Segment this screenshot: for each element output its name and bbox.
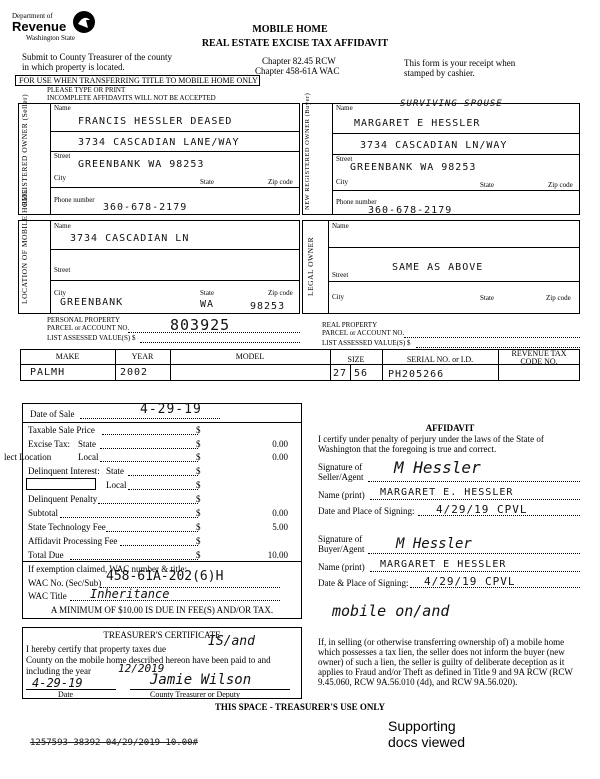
- delinquent-penalty-label: Delinquent Penalty: [28, 494, 98, 504]
- legal-zip-label: Zip code: [546, 294, 571, 302]
- dollar-sign: $: [196, 466, 201, 476]
- seller-city-label: City: [54, 174, 67, 182]
- local-tax-value[interactable]: 0.00: [272, 452, 288, 462]
- date-of-sale-label: Date of Sale: [30, 409, 75, 419]
- total-due-value[interactable]: 10.00: [267, 550, 288, 560]
- use-when-box: FOR USE WHEN TRANSFERRING TITLE TO MOBILE HOME ONLY: [15, 75, 260, 86]
- wac-title-label: WAC Title: [28, 591, 67, 601]
- treasurer-date-label: Date: [58, 690, 74, 699]
- col-make: MAKE: [55, 352, 80, 361]
- form-title1: MOBILE HOME: [252, 24, 328, 35]
- seller-section-label: REGISTERED OWNER (Seller): [20, 93, 29, 206]
- dollar-sign: $: [196, 494, 201, 504]
- legal-street[interactable]: SAME AS ABOVE: [392, 262, 484, 273]
- taxable-price-label: Taxable Sale Price: [28, 425, 95, 435]
- seller-street[interactable]: 3734 CASCADIAN LANE/WAY: [78, 137, 240, 148]
- logo-line2: Revenue: [12, 19, 67, 34]
- date-of-sale[interactable]: 4-29-19: [140, 402, 202, 417]
- incomplete-note: INCOMPLETE AFFIDAVITS WILL NOT BE ACCEPTED: [47, 94, 216, 102]
- buyer-section-label: NEW REGISTERED OWNER (Buyer): [304, 92, 311, 210]
- seller-signature[interactable]: M Hessler: [394, 458, 481, 477]
- seller-city[interactable]: GREENBANK WA 98253: [78, 159, 205, 170]
- parcel-value[interactable]: 803925: [170, 316, 231, 334]
- seller-zip-label: Zip code: [268, 178, 293, 186]
- buyer-date-label: Date & Place of Signing:: [318, 578, 409, 588]
- buyer-phone[interactable]: 360-678-2179: [368, 205, 453, 216]
- treasurer-line3: including the year: [26, 666, 91, 676]
- seller-phone-label: Phone number: [54, 196, 95, 204]
- seller-name-print-label: Name (print): [318, 490, 365, 500]
- location-name-label: Name: [54, 222, 71, 230]
- submit-note: Submit to County Treasurer of the county in which property is located.: [22, 52, 172, 72]
- seller-state-label: State: [200, 178, 214, 186]
- tech-fee-value[interactable]: 5.00: [272, 522, 288, 532]
- legal-name-label: Name: [332, 222, 349, 230]
- affidavit-fee-label: Affidavit Processing Fee: [28, 536, 118, 546]
- vehicle-make[interactable]: PALMH: [30, 367, 66, 378]
- buyer-name[interactable]: MARGARET E HESSLER: [354, 118, 481, 129]
- form-title2: REAL ESTATE EXCISE TAX AFFIDAVIT: [201, 38, 389, 49]
- location-code-box[interactable]: [26, 478, 96, 490]
- location-name[interactable]: 3734 CASCADIAN LN: [70, 233, 190, 244]
- tech-fee-label: State Technology Fee: [28, 522, 106, 532]
- subtotal-label: Subtotal: [28, 508, 59, 518]
- personal-property-label: PERSONAL PROPERTY: [47, 316, 121, 324]
- treasurer-county[interactable]: IS/and: [208, 634, 255, 649]
- seller-sig-label1: Signature of: [318, 462, 363, 472]
- exemption-label: If exemption claimed, WAC number & title:: [28, 564, 188, 574]
- legal-owner-section-label: LEGAL OWNER: [306, 236, 315, 296]
- seller-street-label: Street: [54, 152, 71, 160]
- wac-title[interactable]: Inheritance: [90, 587, 170, 601]
- location-street-label: Street: [54, 266, 71, 274]
- dollar-sign: $: [196, 536, 201, 546]
- buyer-sig-label1: Signature of: [318, 534, 363, 544]
- please-type: PLEASE TYPE OR PRINT: [47, 86, 126, 94]
- col-year: YEAR: [131, 352, 154, 361]
- dor-logo: [12, 10, 102, 50]
- receipt-note: This form is your receipt when stamped by cashier.: [404, 58, 516, 78]
- buyer-sig-label2: Buyer/Agent: [318, 544, 365, 554]
- col-size: SIZE: [347, 355, 365, 364]
- vehicle-year[interactable]: 2002: [120, 367, 149, 378]
- seller-sig-label2: Seller/Agent: [318, 472, 364, 482]
- dollar-sign: $: [196, 550, 201, 560]
- legal-city-label: City: [332, 293, 345, 301]
- total-due-label: Total Due: [28, 550, 64, 560]
- chapter-rcw: Chapter 82.45 RCW: [262, 56, 336, 66]
- dollar-sign: $: [196, 508, 201, 518]
- legal-state-label: State: [480, 294, 494, 302]
- treasurer-signature[interactable]: Jamie Wilson: [150, 672, 252, 688]
- location-city[interactable]: GREENBANK: [60, 297, 124, 308]
- vehicle-size-b[interactable]: 56: [354, 368, 369, 379]
- buyer-city[interactable]: GREENBANK WA 98253: [350, 162, 477, 173]
- buyer-street[interactable]: 3734 CASCADIAN LN/WAY: [360, 140, 508, 151]
- treasurer-use-only: THIS SPACE - TREASURER'S USE ONLY: [214, 702, 386, 712]
- supporting-stamp: Supporting: [388, 718, 456, 734]
- buyer-name-label: Name: [336, 104, 353, 112]
- affidavit-title: AFFIDAVIT: [425, 423, 475, 433]
- vehicle-serial[interactable]: PH205266: [388, 369, 445, 380]
- real-assessed-label: LIST ASSESSED VALUE(S) $: [322, 339, 411, 347]
- location-section-label: LOCATION OF MOBILE HOME: [20, 188, 29, 304]
- wac-no-label: WAC No. (Sec/Sub): [28, 578, 102, 588]
- receipt-stamp: 1257593 38392 04/29/2019 10.00#: [30, 738, 198, 748]
- treasurer-year[interactable]: 12/2019: [118, 662, 165, 675]
- buyer-city-label: City: [336, 178, 349, 186]
- affidavit-statement: I certify under penalty of perjury under the laws of the State of Washington that the foregoing is true and correct.: [318, 434, 544, 454]
- delinquent-interest-label: Delinquent Interest:: [28, 466, 100, 476]
- location-city-label: City: [54, 289, 67, 297]
- location-zip-label: Zip code: [268, 289, 293, 297]
- seller-name[interactable]: FRANCIS HESSLER DEASED: [78, 116, 233, 127]
- penalty-text: If, in selling (or otherwise transferring ownership of) a mobile home which possesses a tax lien, the seller does not inform the buyer (new owner) of such a lien, the seller is guilty of deliberate deception as it applies to Fraud and/or Theft as defined in Title 9 and 9A RCW (RCW 9.45.060, RCW 9A.56.010 (4d), and RCW 9A.56.020).: [318, 637, 573, 687]
- dollar-sign: $: [196, 522, 201, 532]
- real-property-label: REAL PROPERTY: [322, 321, 378, 329]
- buyer-name-print-label: Name (print): [318, 562, 365, 572]
- dor-logo-icon: [72, 10, 96, 34]
- dollar-sign: $: [196, 439, 201, 449]
- assessed-label: LIST ASSESSED VALUE(S) $: [47, 334, 136, 342]
- buyer-name-print[interactable]: MARGARET E HESSLER: [380, 559, 507, 570]
- subtotal-value[interactable]: 0.00: [272, 508, 288, 518]
- delinquent-state-label: State: [106, 466, 124, 476]
- parcel-label: PARCEL or ACCOUNT NO.: [47, 324, 130, 332]
- buyer-date[interactable]: 4/29/19 CPVL: [424, 575, 516, 588]
- location-state[interactable]: WA: [200, 299, 215, 310]
- seller-date-label: Date and Place of Signing:: [318, 506, 415, 516]
- seller-name-print[interactable]: MARGARET E. HESSLER: [380, 487, 514, 498]
- wac-no[interactable]: 458-61A-202(6)H: [106, 569, 224, 584]
- treasurer-line2: County on the mobile home described hereon have been paid to and: [26, 655, 271, 665]
- chapter-wac: Chapter 458-61A WAC: [255, 66, 340, 76]
- real-parcel-label: PARCEL or ACCOUNT NO.: [322, 329, 405, 337]
- excise-tax-label: Excise Tax:: [28, 439, 70, 449]
- seller-date[interactable]: 4/29/19 CPVL: [436, 503, 528, 516]
- local-tax-label: Local: [78, 452, 99, 462]
- dollar-sign: $: [196, 425, 201, 435]
- treasurer-title: TREASURER'S CERTIFICATE: [103, 630, 221, 640]
- col-serial: SERIAL NO. or I.D.: [406, 355, 474, 364]
- col-tax-code: REVENUE TAX CODE NO.: [511, 349, 567, 366]
- state-tax-value[interactable]: 0.00: [272, 439, 288, 449]
- location-zip[interactable]: 98253: [250, 301, 286, 312]
- seller-phone[interactable]: 360-678-2179: [103, 202, 188, 213]
- buyer-street-label: Street: [336, 155, 353, 163]
- minimum-note: A MINIMUM OF $10.00 IS DUE IN FEE(S) AND/OR TAX.: [50, 605, 274, 615]
- buyer-state-label: State: [480, 181, 494, 189]
- buyer-note: SURVIVING SPOUSE: [400, 99, 503, 109]
- dollar-sign: $: [196, 480, 201, 490]
- mobile-on-land-note: mobile on/and: [332, 602, 450, 620]
- buyer-zip-label: Zip code: [548, 181, 573, 189]
- treasurer-date[interactable]: 4-29-19: [32, 676, 83, 690]
- buyer-signature[interactable]: M Hessler: [396, 536, 472, 552]
- vehicle-size-a[interactable]: 27: [333, 368, 348, 379]
- location-state-label: State: [200, 289, 214, 297]
- col-model: MODEL: [235, 352, 265, 361]
- delinquent-local-label: Local: [106, 480, 127, 490]
- logo-line3: Washington State: [26, 34, 76, 42]
- logo-line1: Department of: [12, 12, 53, 20]
- seller-name-label: Name: [54, 104, 71, 112]
- lect-location-label: lect Location: [4, 452, 52, 462]
- treasurer-deputy-label: County Treasurer or Deputy: [150, 690, 240, 699]
- legal-street-label: Street: [332, 271, 349, 279]
- docs-viewed-stamp: docs viewed: [388, 734, 466, 750]
- state-tax-label: State: [78, 439, 96, 449]
- dollar-sign: $: [196, 452, 201, 462]
- buyer-phone-label: Phone number: [336, 198, 377, 206]
- treasurer-line1: I hereby certify that property taxes due: [26, 644, 166, 654]
